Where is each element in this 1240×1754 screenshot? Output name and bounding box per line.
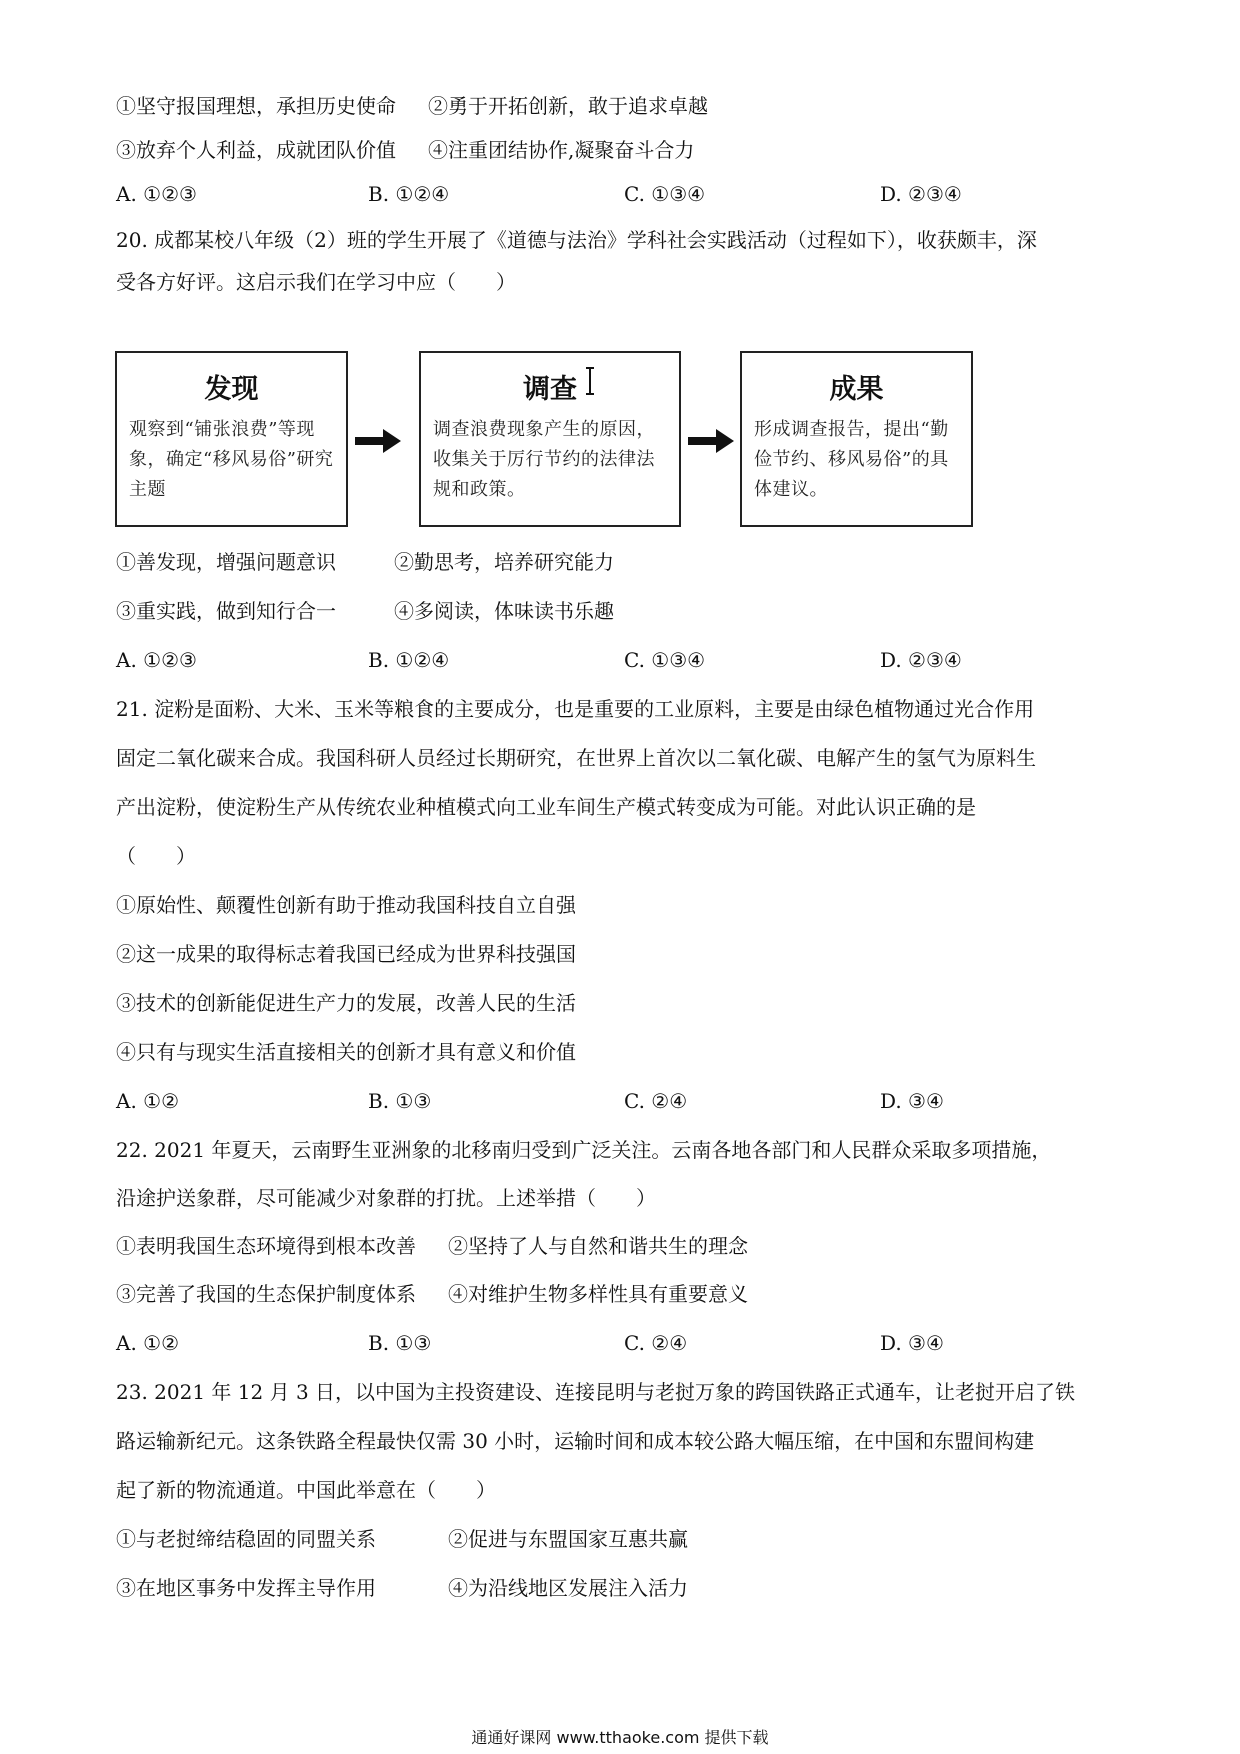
q20-choice-d: D. ②③④ <box>880 648 962 672</box>
flow-box-title: 成果 <box>829 374 884 405</box>
q19-opt2: ②勇于开拓创新，敢于追求卓越 <box>428 94 708 118</box>
q20-opt2: ②勤思考，培养研究能力 <box>394 550 614 574</box>
q20-options-row2 <box>116 597 614 625</box>
q19-options-row1 <box>116 92 708 120</box>
q20-choices <box>116 646 1016 674</box>
q22-opt2: ②坚持了人与自然和谐共生的理念 <box>448 1234 748 1258</box>
q20-stem-line2: 受各方好评。这启示我们在学习中应（ ） <box>116 270 516 294</box>
q19-options-row2 <box>116 136 694 164</box>
q20-choice-c: C. ①③④ <box>624 648 706 672</box>
q22-stem-line1: 22. 2021 年夏天，云南野生亚洲象的北移南归受到广泛关注。云南各地各部门和人民群众采取多项措施， <box>116 1138 1052 1162</box>
q23-opt2: ②促进与东盟国家互惠共赢 <box>448 1527 688 1551</box>
flow-box-text: 观察到“铺张浪费”等现象，确定“移风易俗”研究主题 <box>129 419 334 500</box>
q23-stem-line1: 23. 2021 年 12 月 3 日，以中国为主投资建设、连接昆明与老挝万象的跨国铁路正式通车，让老挝开启了铁 <box>116 1380 1076 1404</box>
q21-stem-line3: 产出淀粉，使淀粉生产从传统农业种植模式向工业车间生产模式转变成为可能。对此认识正确的是 <box>116 795 976 819</box>
q22-choice-d: D. ③④ <box>880 1331 944 1355</box>
q23-opt1: ①与老挝缔结稳固的同盟关系 <box>116 1527 376 1551</box>
q21-opt1: ①原始性、颠覆性创新有助于推动我国科技自立自强 <box>116 893 576 917</box>
q23-stem-line2: 路运输新纪元。这条铁路全程最快仅需 30 小时，运输时间和成本较公路大幅压缩，在中国和东盟间构建 <box>116 1429 1035 1453</box>
page-footer: 通通好课网 www.tthaoke.com 提供下载 <box>471 1728 769 1747</box>
q19-opt1: ①坚守报国理想，承担历史使命 <box>116 94 396 118</box>
q19-opt3: ③放弃个人利益，成就团队价值 <box>116 138 396 162</box>
q21-choice-c: C. ②④ <box>624 1089 688 1113</box>
flow-box-result <box>740 351 973 527</box>
q20-opt4: ④多阅读，体味读书乐趣 <box>394 599 614 623</box>
q20-options-row1 <box>116 548 614 576</box>
q21-stem-line4: （ ） <box>116 844 196 868</box>
q21-stem-line2: 固定二氧化碳来合成。我国科研人员经过长期研究，在世界上首次以二氧化碳、电解产生的氢气为原料生 <box>116 746 1036 770</box>
flow-box-text: 调查浪费现象产生的原因，收集关于厉行节约的法律法规和政策。 <box>433 419 655 500</box>
q22-opt1: ①表明我国生态环境得到根本改善 <box>116 1234 416 1258</box>
q23-options-row1 <box>116 1525 688 1553</box>
q21-opt2: ②这一成果的取得标志着我国已经成为世界科技强国 <box>116 942 576 966</box>
q22-opt3: ③完善了我国的生态保护制度体系 <box>116 1282 416 1306</box>
q19-choices <box>116 180 1016 208</box>
flow-box-title: 调查 <box>523 374 577 405</box>
flow-box-investigate <box>419 351 681 527</box>
flow-box-text: 形成调查报告，提出“勤俭节约、移风易俗”的具体建议。 <box>754 419 949 500</box>
q20-choice-b: B. ①②④ <box>368 648 450 672</box>
text-cursor-icon <box>584 367 596 395</box>
q19-choice-d: D. ②③④ <box>880 182 962 206</box>
q22-choices <box>116 1329 1016 1357</box>
flow-box-title: 发现 <box>204 374 259 405</box>
arrow-right-icon <box>355 428 403 454</box>
q19-opt4: ④注重团结协作,凝聚奋斗合力 <box>428 138 695 162</box>
q21-stem-line1: 21. 淀粉是面粉、大米、玉米等粮食的主要成分，也是重要的工业原料，主要是由绿色植物通过光合作用 <box>116 697 1035 721</box>
q23-opt4: ④为沿线地区发展注入活力 <box>448 1576 688 1600</box>
flow-box-discover <box>115 351 348 527</box>
q22-choice-c: C. ②④ <box>624 1331 688 1355</box>
q20-opt3: ③重实践，做到知行合一 <box>116 599 336 623</box>
q22-opt4: ④对维护生物多样性具有重要意义 <box>448 1282 748 1306</box>
q20-opt1: ①善发现，增强问题意识 <box>116 550 336 574</box>
q21-choice-d: D. ③④ <box>880 1089 944 1113</box>
q21-choice-a: A. ①② <box>116 1089 180 1113</box>
q19-choice-b: B. ①②④ <box>368 182 450 206</box>
q22-choice-b: B. ①③ <box>368 1331 432 1355</box>
q23-options-row2 <box>116 1574 688 1602</box>
q20-stem-line1: 20. 成都某校八年级（2）班的学生开展了《道德与法治》学科社会实践活动（过程如下），收获颇丰，深 <box>116 228 1037 252</box>
arrow-right-icon <box>688 428 736 454</box>
q19-choice-c: C. ①③④ <box>624 182 706 206</box>
q23-opt3: ③在地区事务中发挥主导作用 <box>116 1576 376 1600</box>
q21-opt4: ④只有与现实生活直接相关的创新才具有意义和价值 <box>116 1040 576 1064</box>
q21-choice-b: B. ①③ <box>368 1089 432 1113</box>
q21-choices <box>116 1087 1016 1115</box>
q22-choice-a: A. ①② <box>116 1331 180 1355</box>
q20-choice-a: A. ①②③ <box>116 648 197 672</box>
q22-options-row2 <box>116 1280 748 1308</box>
q23-stem-line3: 起了新的物流通道。中国此举意在（ ） <box>116 1478 496 1502</box>
q21-opt3: ③技术的创新能促进生产力的发展，改善人民的生活 <box>116 991 576 1015</box>
q22-stem-line2: 沿途护送象群，尽可能减少对象群的打扰。上述举措（ ） <box>116 1186 656 1210</box>
q22-options-row1 <box>116 1232 748 1260</box>
q19-choice-a: A. ①②③ <box>116 182 197 206</box>
